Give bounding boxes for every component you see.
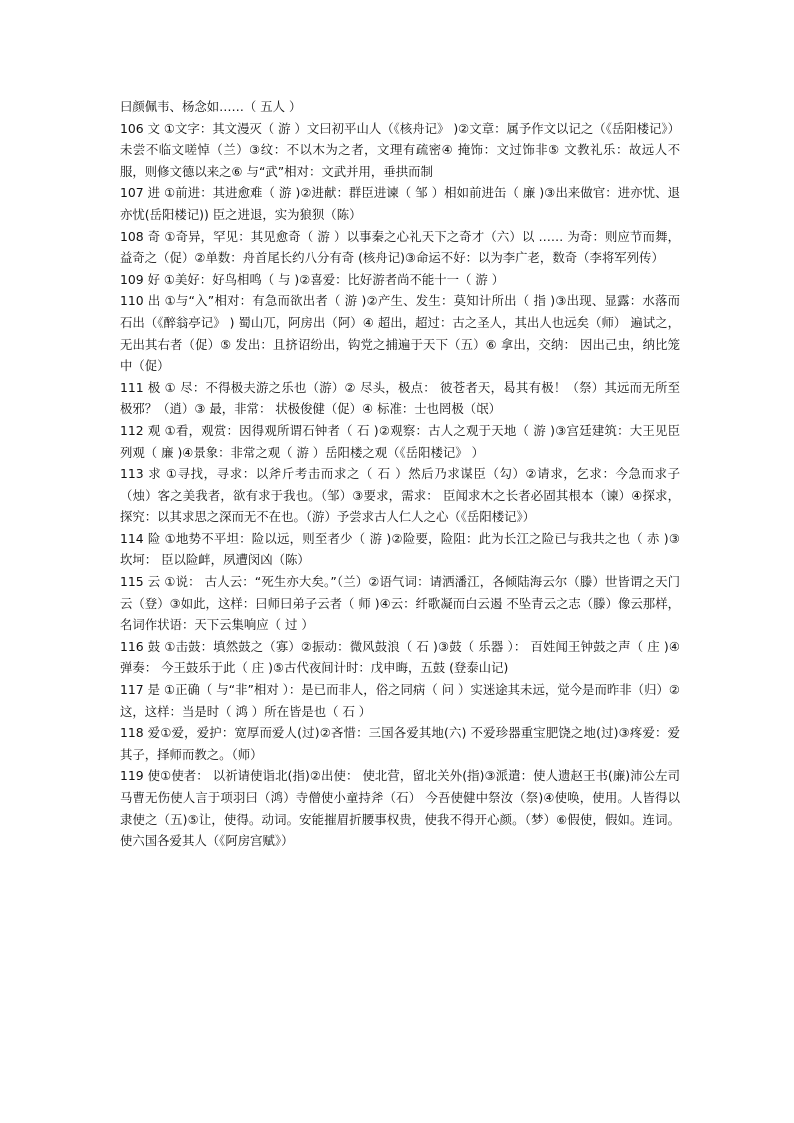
entry-line-intro: 曰颜佩韦、杨念如……（ 五人 ） [120, 99, 302, 114]
entry-117-shi: 117 是 ①正确（ 与“非”相对 ）：是已而非人，俗之同病（ 问 ）实迷途其未远，觉今是而昨非（归）②这，这样：当是时（ 鸿 ）所在皆是也（ 石 ） [120, 682, 680, 719]
entry-114-xian: 114 险 ①地势不平坦：险以远，则至者少（ 游 )②险要，险阻：此为长江之险已与我共之也（ 赤 )③坎坷： 臣以险衅，夙遭闵凶（陈） [120, 530, 680, 568]
entry-118-ai: 118 爱①爱，爱护：宽厚而爱人(过)②吝惜：三国各爱其地(六) 不爱珍器重宝肥饶之地(过)③疼爱：爱其子，择师而教之。（师） [120, 725, 680, 762]
entry-109-hao: 109 好 ①美好：好鸟相鸣（ 与 )②喜爱：比好游者尚不能十一（ 游 ） [120, 271, 505, 287]
entry-110-chu: 110 出 ①与“入”相对：有急而欲出者（ 游 )②产生、发生：莫知计所出（ 指 )③出现、显露：水落而石出（《醉翁亭记》 ) 蜀山兀，阿房出（阿）④ 超出，超过：古之圣人，其出人也远矣（师） 遍试之，无出其右者（促）⑤ 发出：且挤诏纷出，钩党之捕遍于天下（五）⑥ 拿出，交纳： 因出己虫，纳比笼中（促） [120, 293, 680, 374]
entry-113-qiu: 113 求 ①寻找，寻求：以斧斤考击而求之（ 石 ）然后乃求谋臣（勾）②请求，乞求：今急而求子（烛）客之美我者，欲有求于我也。（邹）③要求，需求： 臣闻求木之长者必固其根本（谏）④探求，探究：以其求思之深而无不在也。（游）予尝求古人仁人之心（《岳阳楼记》） [120, 466, 680, 525]
entry-119-shi: 119 使①使者： 以祈请使诣北(指)②出使： 使北营，留北关外(指)③派遣：使人遗赵王书(廉)沛公左司马曹无伤使人言于项羽曰（鸿）寺僧使小童持斧（石） 今吾使健中祭汝（祭)④使唤，使用。人皆得以隶使之（五)⑤让，使得。动词。安能摧眉折腰事权贵，使我不得开心颜。（梦）⑥假使，假如。连词。使六国各爱其人（《阿房宫赋》） [120, 768, 680, 849]
entry-115-yun: 115 云 ①说： 古人云：“死生亦大矣。”（兰）②语气词：请洒潘江，各倾陆海云尔（滕）世皆谓之天门云（登）③如此，这样：曰师曰弟子云者（ 师 )④云：纤歌凝而白云遏 不坠青云之志（滕）像云那样，名词作状语：天下云集响应（ 过 ） [120, 574, 680, 633]
entry-107-jin: 107 进 ①前进：其进愈难（ 游 )②进献：群臣进谏（ 邹 ）相如前进缶（ 廉 )③出来做官：进亦忧、退亦忧(岳阳楼记)) 臣之进退，实为狼狈（陈） [120, 185, 680, 222]
document-page [120, 96, 680, 852]
entry-112-guan: 112 观 ①看，观赏：因得观所谓石钟者（ 石 )②观察：古人之观于天地（ 游 )③宫廷建筑：大王见臣列观（ 廉 )④景象：非常之观（ 游 ）岳阳楼之观（《岳阳楼记》 ） [120, 422, 680, 460]
entry-106-wen: 106 文 ①文字：其文漫灭（ 游 ）文曰初平山人（《核舟记》 )②文章：属予作文以记之（《岳阳楼记》） 未尝不临文嗟悼（兰）③纹：不以木为之者，文理有疏密④ 掩饰：文过饰非⑤ 文教礼乐：故远人不服，则修文德以来之⑥ 与“武”相对：文武并用，垂拱而制 [120, 120, 680, 179]
entry-108-qi: 108 奇 ①奇异，罕见：其见愈奇（ 游 ）以事秦之心礼天下之奇才（六）以 …… 为奇：则应节而舞，益奇之（促）②单数：舟首尾长约八分有奇 (核舟记)③命运不好：以为李广老，数奇（李将军列传） [120, 228, 680, 266]
entry-111-ji: 111 极 ① 尽：不得极夫游之乐也（游）② 尽头，极点： 彼苍者天，曷其有极！（祭）其远而无所至极邪？（逍）③ 最，非常： 状极俊健（促）④ 标准：士也罔极（氓） [120, 379, 680, 417]
entry-116-gu: 116 鼓 ①击鼓：填然鼓之（寡）②振动：微风鼓浪（ 石 )③鼓（ 乐器 ）： 百姓闻王钟鼓之声（ 庄 )④弹奏： 今王鼓乐于此（ 庄 )⑤古代夜间计时：戊申晦，五鼓 (登泰山记) [120, 638, 680, 676]
